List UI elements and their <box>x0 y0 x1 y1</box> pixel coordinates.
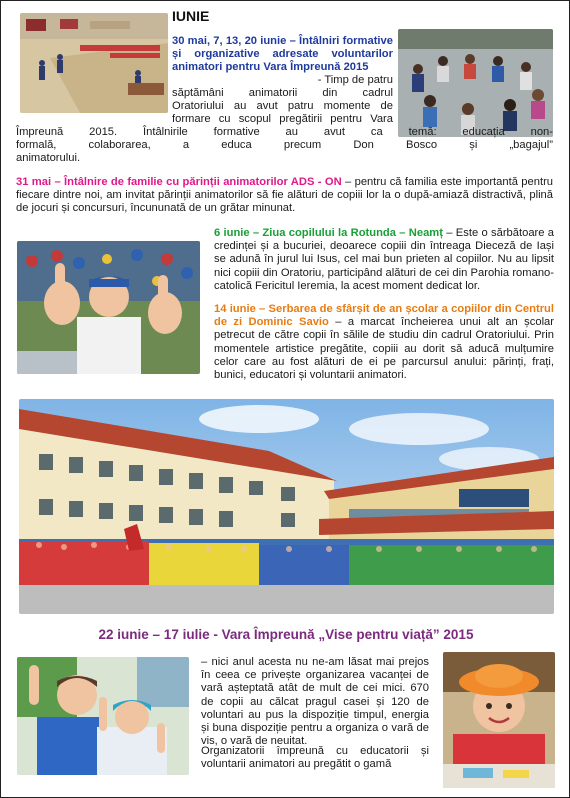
photo-group-building <box>19 399 554 614</box>
page-title: IUNIE <box>172 8 210 24</box>
formative-heading <box>172 35 393 75</box>
schoolend-body: – a marcat încheierea unui alt an școlar petrecut de către copii în sălile de studiu din cadrul Oratoriului. Prin momentele artistice pregătite, copiii au dorit să aducă mulțumire celor care au fost alături de ei pe parcursul anului: părinți, frați, bunici, educatori și voluntarii animatori. <box>214 316 554 382</box>
photo-boy-thumbs-up <box>17 241 200 374</box>
schoolend-paragraph <box>214 303 554 382</box>
summer-heading-text: 22 iunie – 17 iulie - Vara Împreună „Vise pentru viață” 2015 <box>98 627 474 642</box>
formative-line-5: Împreună 2015. Întâlnirile formative au avut ca temă: educația non- <box>16 126 553 138</box>
formative-line-3: Oratoriului au avut patru momente de <box>172 100 393 112</box>
formative-line-4: formare cu scopul pregătirii pentru Vara <box>172 113 393 125</box>
formative-line-7: animatorului. <box>16 152 81 164</box>
childday-heading: 6 iunie – Ziua copilului la Rotunda – Neamț <box>214 227 443 239</box>
photo-gym-children <box>20 13 168 113</box>
formative-heading-text: 30 mai, 7, 13, 20 iunie – Întâlniri formative și organizative adresate voluntarilor animatori pentru Vara Împreună 2015 <box>172 35 393 74</box>
family-paragraph <box>16 176 553 216</box>
childday-paragraph <box>214 227 554 293</box>
photo-two-boys <box>17 657 189 775</box>
family-body: – pentru că familia este importantă pentru fiecare dintre noi, am invitat părinții animatorilor să fie alături de copiii lor la o după-amiază distractivă, plină de jocuri și concursuri, încununată de un grătar minunat. <box>16 176 554 215</box>
photo-youth-circle <box>398 29 553 137</box>
childday-body: – Este o sărbătoare a credinței și a bucuriei, deoarece copiii din întreaga Dieceză de Iași se adună în jurul lui Isus, cel mai bun prieten al copiilor. Nu au lipsit nici copiii din Oratoriu, participând alături de cei din Parohia romano-catolică Fericitul Ieremia, la acest moment dedicat lor. <box>214 227 555 292</box>
summer-heading <box>1 628 570 641</box>
formative-line-1: - Timp de patru <box>317 74 393 86</box>
formative-line-6: formală, colaborarea, a educa precum Don Bosco și „bagajul” <box>16 139 553 151</box>
summer-paragraph-1: – nici anul acesta nu ne-am lăsat mai prejos în ceea ce privește organizarea vacanței de vară așteptată atât de mult de cei mici. 670 de copii au călcat pragul casei și 120 de voluntari au pus la dispoziție timpul, energia și buna dispoziție pentru a organiza o vară de vis, o vară de neuitat. <box>201 656 429 748</box>
schoolend-heading: 14 iunie – Serbarea de sfârșit de an școlar a copiilor din Centrul de zi Dominic Savio <box>214 303 554 329</box>
family-heading: 31 mai – Întâlnire de familie cu părinții animatorilor ADS - ON <box>16 176 342 188</box>
photo-girl-orange-hat <box>443 652 555 788</box>
formative-line-2: săptămâni animatorii din cadrul <box>172 87 393 99</box>
summer-paragraph-2: Organizatorii împreună cu educatorii și voluntarii animatori au pregătit o gamă <box>201 745 429 771</box>
